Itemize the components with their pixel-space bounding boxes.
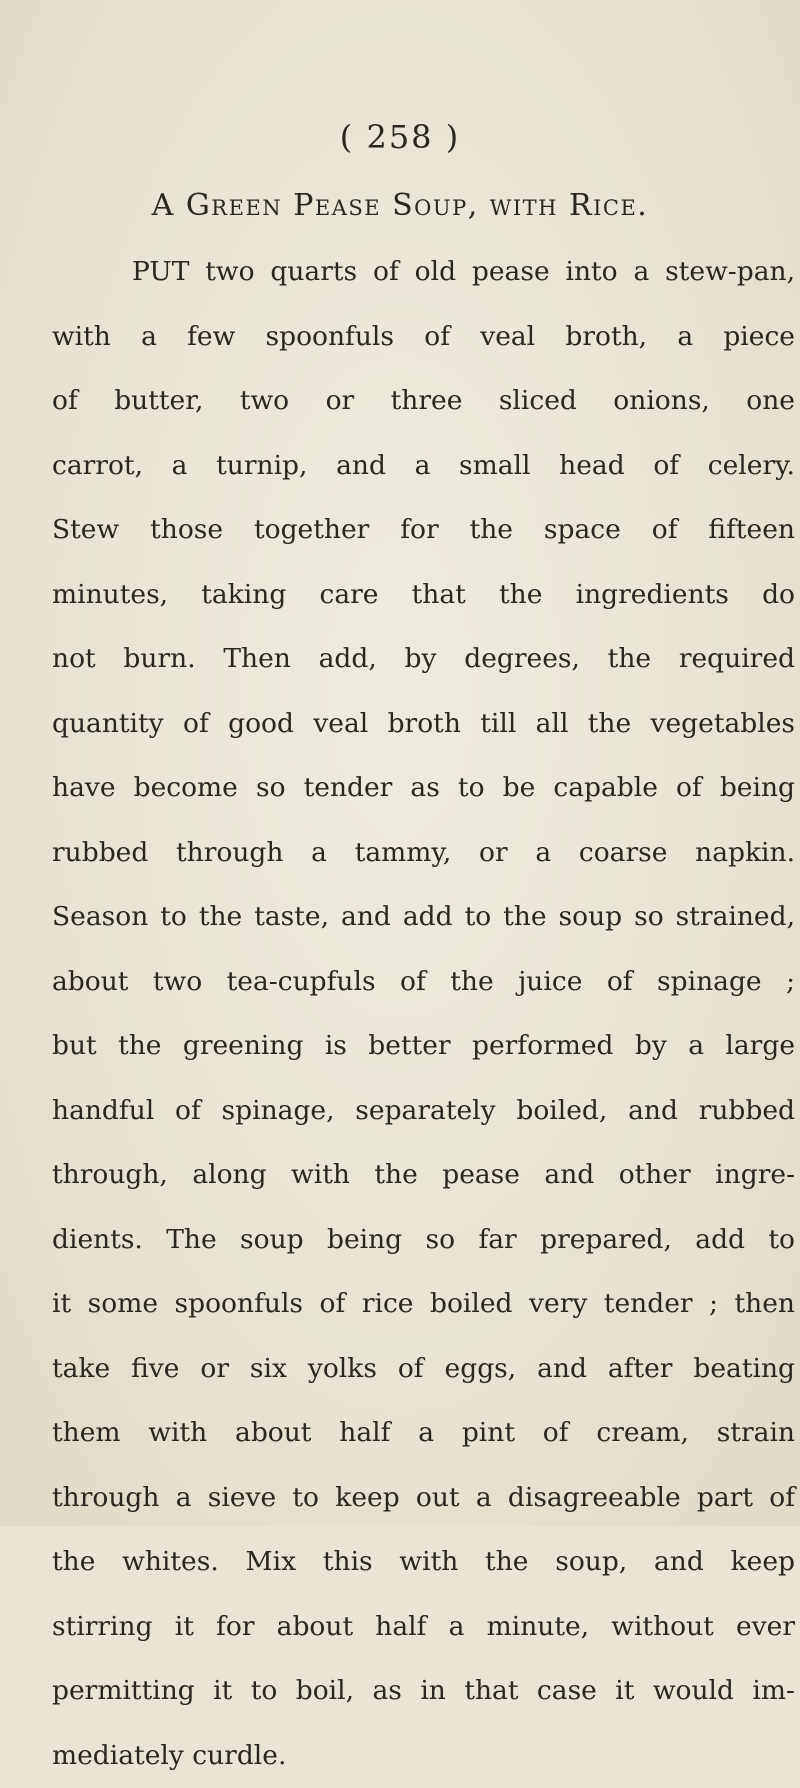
recipe-body [52,240,795,1788]
body-line: have become so tender as to be capable of being [52,756,795,821]
body-line: them with about half a pint of cream, strain [52,1401,795,1466]
body-line: about two tea-cupfuls of the juice of spinage ; [52,950,795,1015]
body-line: it some spoonfuls of rice boiled very tender ; then [52,1272,795,1337]
body-line: through, along with the pease and other ingre- [52,1143,795,1208]
body-line: dients. The soup being so far prepared, add to [52,1208,795,1273]
body-line: minutes, taking care that the ingredients do [52,563,795,628]
body-line: through a sieve to keep out a disagreeable part of [52,1466,795,1531]
body-line: take five or six yolks of eggs, and after beating [52,1337,795,1402]
page-number: ( 258 ) [0,118,800,156]
recipe-heading: A Green Pease Soup, with Rice. [0,188,800,223]
body-line: PUT two quarts of old pease into a stew-pan, [52,240,795,305]
body-line: carrot, a turnip, and a small head of celery. [52,434,795,499]
body-line: but the greening is better performed by a large [52,1014,795,1079]
body-line: Season to the taste, and add to the soup so strained, [52,885,795,950]
body-line: with a few spoonfuls of veal broth, a piece [52,305,795,370]
body-line: permitting it to boil, as in that case it would im- [52,1659,795,1724]
body-line: mediately curdle. [52,1724,795,1788]
body-line: the whites. Mix this with the soup, and keep [52,1530,795,1595]
body-line: of butter, two or three sliced onions, one [52,369,795,434]
body-line: not burn. Then add, by degrees, the required [52,627,795,692]
body-line: rubbed through a tammy, or a coarse napkin. [52,821,795,886]
body-line: Stew those together for the space of fifteen [52,498,795,563]
body-line: stirring it for about half a minute, without ever [52,1595,795,1660]
body-line: quantity of good veal broth till all the vegetables [52,692,795,757]
body-line: handful of spinage, separately boiled, and rubbed [52,1079,795,1144]
